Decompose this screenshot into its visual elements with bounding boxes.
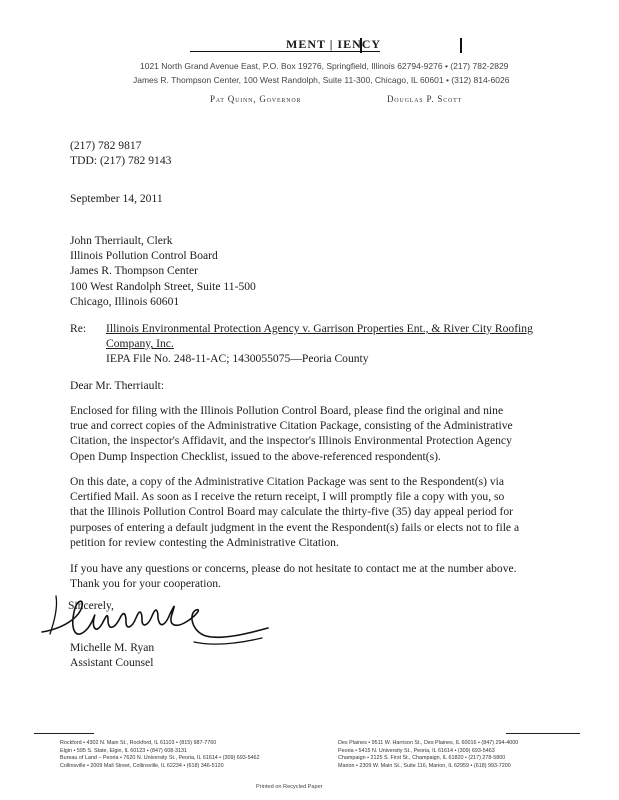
- paragraph-line: Certified Mail. As soon as I receive the return receipt, I will promptly file a copy with you, so: [70, 490, 505, 504]
- recycled-paper-note: Printed on Recycled Paper: [256, 784, 323, 790]
- recipient-line: James R. Thompson Center: [70, 264, 198, 278]
- paragraph-line: Thank you for your cooperation.: [70, 577, 221, 591]
- footer-office: Rockford • 4302 N. Main St., Rockford, IL 61103 • (815) 987-7760: [60, 740, 217, 746]
- paragraph-line: true and correct copies of the Administrative Citation Package, consisting of the Administrative: [70, 419, 513, 433]
- tdd-number: TDD: (217) 782 9143: [70, 154, 172, 167]
- paragraph-line: If you have any questions or concerns, please do not hesitate to contact me at the number above.: [70, 562, 517, 575]
- recipient-line: Illinois Pollution Control Board: [70, 249, 218, 263]
- footer-rule-right: [506, 733, 580, 734]
- paragraph-enclosure: [70, 403, 570, 464]
- paragraph-line: On this date, a copy of the Administrative Citation Package was sent to the Respondent(s) via: [70, 475, 505, 488]
- director-name: Douglas P. Scott: [387, 94, 463, 104]
- letter-date: September 14, 2011: [70, 192, 163, 205]
- closing-sincerely: Sincerely,: [68, 599, 114, 612]
- case-title-line-1: Illinois Environmental Protection Agency v. Garrison Properties Ent., & River City Roofing: [106, 322, 533, 335]
- signatory-name: Michelle M. Ryan: [70, 641, 155, 654]
- footer-rule-left: [34, 733, 94, 734]
- recipient-line: Chicago, Illinois 60601: [70, 294, 180, 308]
- footer-office: Peoria • 5415 N. University St., Peoria, IL 61614 • (309) 693-5463: [338, 747, 495, 754]
- recipient-line: 100 West Randolph Street, Suite 11-500: [70, 279, 256, 293]
- phone-number: (217) 782 9817: [70, 139, 142, 152]
- footer-office: Bureau of Land – Peoria • 7620 N. University St., Peoria, IL 61614 • (309) 693-5462: [60, 755, 260, 761]
- re-block: [106, 321, 533, 367]
- iepa-file-number: IEPA File No. 248-11-AC; 1430055075—Peoria County: [106, 352, 369, 366]
- case-title-line-2: Company, Inc.: [106, 337, 174, 351]
- paragraph-line: that the Illinois Pollution Control Board may calculate the thirty-five (35) day appeal period for: [70, 505, 514, 519]
- letterhead-address-chicago: James R. Thompson Center, 100 West Randolph, Suite 11-300, Chicago, IL 60601 • (312) 814-6026: [133, 75, 510, 85]
- paragraph-line: Citation, the inspector's Affidavit, and the inspector's Illinois Environmental Protection Agency: [70, 434, 512, 448]
- paragraph-closing-note: [70, 561, 570, 591]
- footer-office: Marion • 2309 W. Main St., Suite 116, Marion, IL 62959 • (618) 993-7200: [338, 762, 511, 769]
- paragraph-service: [70, 474, 570, 550]
- signatory-title: Assistant Counsel: [70, 656, 154, 669]
- re-label: Re:: [70, 322, 87, 335]
- salutation: Dear Mr. Therriault:: [70, 379, 165, 392]
- footer-office: Des Plaines • 9511 W. Harrison St., Des Plaines, IL 60016 • (847) 294-4000: [338, 740, 519, 746]
- recipient-line: John Therriault, Clerk: [70, 234, 173, 247]
- footer-office: Collinsville • 2009 Mall Street, Collinsville, IL 62234 • (618) 346-5120: [60, 762, 224, 769]
- paragraph-line: petition for review contesting the Administrative Citation.: [70, 535, 339, 549]
- letterhead-address-springfield: 1021 North Grand Avenue East, P.O. Box 19276, Springfield, Illinois 62794-9276 • (217) 782-2829: [140, 61, 509, 71]
- paragraph-line: Open Dump Inspection Checklist, issued to the above-referenced respondent(s).: [70, 449, 441, 463]
- paragraph-line: purposes of entering a default judgment in the event the Respondent(s) fails or elects not to file a: [70, 520, 520, 534]
- footer-office: Elgin • 595 S. State, Elgin, IL 60123 • (847) 608-3131: [60, 747, 188, 754]
- footer-offices-left: [60, 740, 260, 770]
- paragraph-line: Enclosed for filing with the Illinois Pollution Control Board, please find the original and nine: [70, 404, 504, 417]
- governor-name: Pat Quinn, Governor: [210, 94, 302, 104]
- footer-office: Champaign • 2125 S. First St., Champaign, IL 61820 • (217) 278-5800: [338, 755, 506, 761]
- footer-offices-right: [338, 740, 518, 770]
- recipient-address: [70, 233, 256, 309]
